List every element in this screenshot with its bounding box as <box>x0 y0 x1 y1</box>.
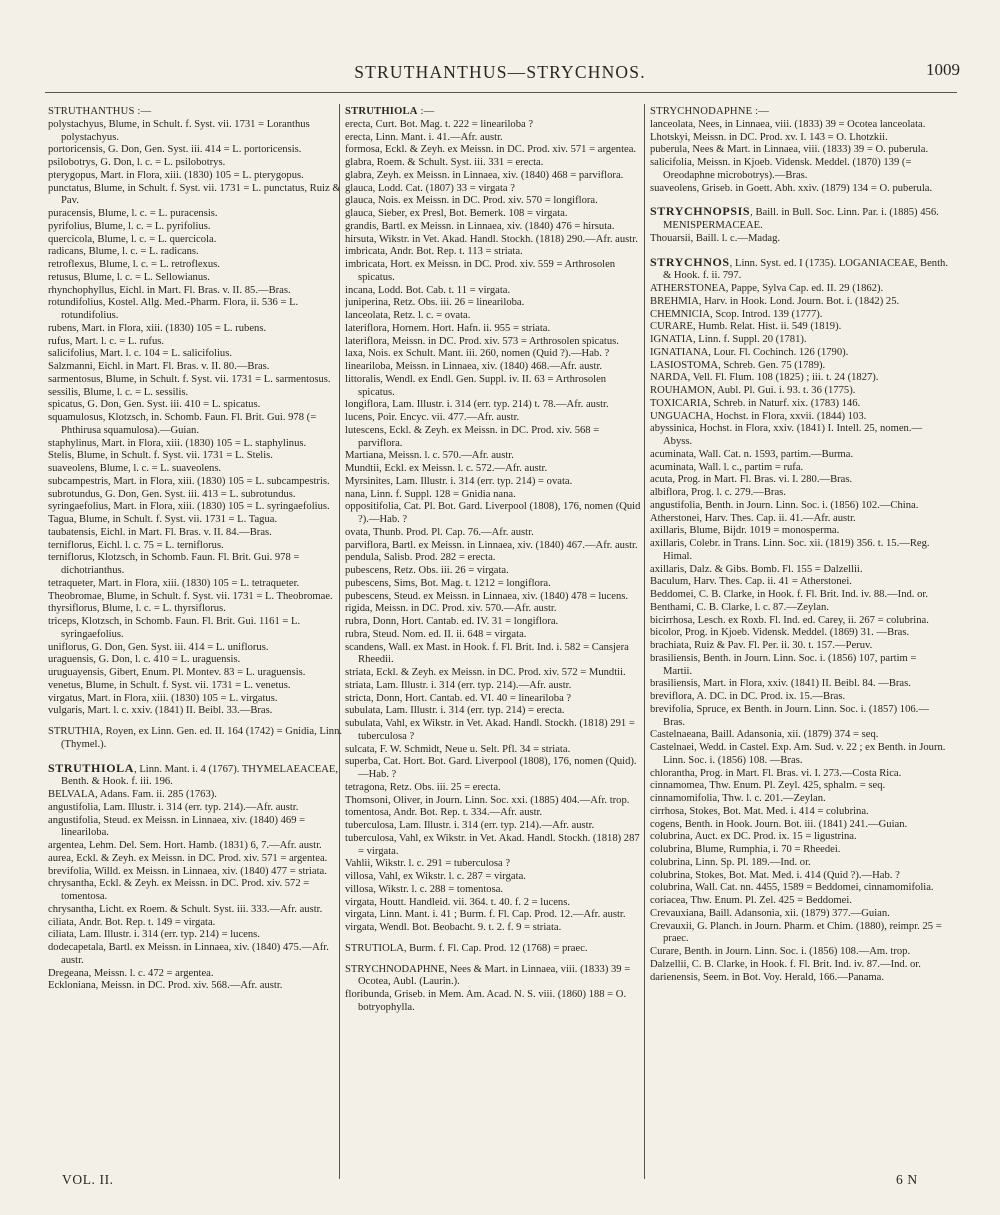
species-entry: Crevauxiana, Baill. Adansonia, xii. (1879) 377.—Guian. <box>650 907 890 919</box>
species-entry: pterygopus, Mart. in Flora, xiii. (1830) 105 = L. pterygopus. <box>48 169 304 181</box>
column-divider-2 <box>644 104 645 1179</box>
species-entry: Atherstonei, Harv. Thes. Cap. ii. 41.—Afr. austr. <box>650 512 856 524</box>
species-entry: longiflora, Lam. Illustr. i. 314 (err. typ. 214) t. 78.—Afr. austr. <box>345 399 609 411</box>
species-entry: venetus, Blume, in Schult. f. Syst. vii. 1731 = L. venetus. <box>48 679 291 691</box>
genus-entry <box>650 255 948 284</box>
species-entry: taubatensis, Eichl. in Mart. Fl. Bras. v. II. 84.—Bras. <box>48 526 272 538</box>
species-entry: superba, Cat. Hort. Bot. Gard. Liverpool (1808), 176, nomen (Quid).—Hab. ? <box>345 756 637 780</box>
column-2 <box>345 106 643 1186</box>
species-entry: Myrsinites, Lam. Illustr. i. 314 (err. typ. 214) = ovata. <box>345 475 573 487</box>
species-entry: rufus, Mart. l. c. = L. rufus. <box>48 335 165 347</box>
species-entry: polystachyus, Blume, in Schult. f. Syst. vii. 1731 = Loranthus polystachyus. <box>48 118 310 143</box>
species-entry: Martiana, Meissn. l. c. 570.—Afr. austr. <box>345 450 514 462</box>
genus-name: STRUTHIOLA <box>345 106 418 117</box>
continued-heading: STRYCHNODAPHNE :— <box>650 106 770 117</box>
species-entry: CURARE, Humb. Relat. Hist. ii. 549 (1819). <box>650 321 842 333</box>
species-entry: Crevauxii, G. Planch. in Journ. Pharm. et Chim. (1880), reimpr. 25 = praec. <box>650 920 942 945</box>
column-1 <box>48 106 346 1186</box>
species-entry: rigida, Meissn. in DC. Prod. xiv. 570.—Afr. austr. <box>345 603 557 615</box>
species-entry: grandis, Bartl. ex Meissn. in Linnaea, xiv. (1840) 476 = hirsuta. <box>345 220 615 232</box>
species-entry: lateriflora, Meissn. in DC. Prod. xiv. 573 = Arthrosolen spicatus. <box>345 335 619 347</box>
species-entry: cogens, Benth. in Hook. Journ. Bot. iii. (1841) 241.—Guian. <box>650 818 908 830</box>
species-entry: syringaefolius, Mart. in Flora, xiii. (1830) 105 = L. syringaefolius. <box>48 501 330 513</box>
species-entry: Castelnaeana, Baill. Adansonia, xii. (1879) 374 = seq. <box>650 729 879 741</box>
species-entry: psilobotrys, G. Don, l. c. = L. psilobotrys. <box>48 157 226 168</box>
genus-citation: , Linn. Syst. ed. I (1735). LOGANIACEAE, Benth. & Hook. f. ii. 797. <box>663 257 948 282</box>
species-entry: rubra, Donn, Hort. Cantab. ed. IV. 31 = longiflora. <box>345 616 559 627</box>
species-entry: pendula, Salisb. Prod. 282 = erecta. <box>345 552 496 564</box>
species-entry: subrotundus, G. Don, Gen. Syst. iii. 413 = L. subrotundus. <box>48 488 296 500</box>
species-entry: argentea, Lehm. Del. Sem. Hort. Hamb. (1831) 6, 7.—Afr. austr. <box>48 840 322 851</box>
species-entry: sessilis, Blume, l. c. = L. sessilis. <box>48 386 189 398</box>
species-entry: triceps, Klotzsch, in Schomb. Faun. Fl. Brit. Gui. 1161 = L. syringaefolius. <box>48 616 301 640</box>
species-entry: laxa, Nois. ex Schult. Mant. iii. 260, nomen (Quid ?).—Hab. ? <box>345 348 610 360</box>
species-entry: coriacea, Thw. Enum. Pl. Zel. 425 = Beddomei. <box>650 895 852 906</box>
species-entry: portoricensis, G. Don, Gen. Syst. iii. 414 = L. portoricensis. <box>48 144 302 156</box>
species-entry: uniflorus, G. Don, Gen. Syst. iii. 414 = L. uniflorus. <box>48 641 269 653</box>
species-entry: lateriflora, Hornem. Hort. Hafn. ii. 955 = striata. <box>345 322 551 334</box>
volume-label: VOL. II. <box>62 1172 114 1187</box>
species-entry: rubens, Mart. in Flora, xiii. (1830) 105 = L. rubens. <box>48 322 267 334</box>
species-entry: uruguayensis, Gibert, Enum. Pl. Montev. 83 = L. uraguensis. <box>48 667 306 678</box>
species-entry: floribunda, Griseb. in Mem. Am. Acad. N. S. viii. (1860) 188 = O. botryophylla. <box>345 989 627 1013</box>
species-entry: acuminata, Wall. l. c., partim = rufa. <box>650 461 804 473</box>
species-entry: NARDA, Vell. Fl. Flum. 108 (1825) ; iii. t. 24 (1827). <box>650 372 879 384</box>
species-entry: rotundifolius, Kostel. Allg. Med.-Pharm. Flora, ii. 536 = L. rotundifolius. <box>48 297 299 321</box>
species-entry: Ecklonianа, Meissn. in DC. Prod. xiv. 568.—Afr. austr. <box>48 980 283 992</box>
species-entry: brevifolia, Spruce, ex Benth. in Journ. Linn. Soc. i. (1857) 106.—Bras. <box>650 703 929 728</box>
species-entry: juniperina, Retz. Obs. iii. 26 = lineariloba. <box>345 297 525 309</box>
genus-entry <box>345 106 643 119</box>
species-entry: tetragona, Retz. Obs. iii. 25 = erecta. <box>345 781 501 793</box>
species-entry: IGNATIA, Linn. f. Suppl. 20 (1781). <box>650 334 807 345</box>
species-entry: erecta, Curt. Bot. Mag. t. 222 = lineariloba ? <box>345 118 534 130</box>
species-entry: angustifolia, Lam. Illustr. i. 314 (err. typ. 214).—Afr. austr. <box>48 801 299 813</box>
species-entry: lineariloba, Meissn. in Linnaea, xiv. (1840) 468.—Afr. austr. <box>345 361 603 372</box>
genus-citation: , Baill. in Bull. Soc. Linn. Par. i. (1885) 456. MENISPERMACEAE. <box>663 207 939 231</box>
species-entry: scandens, Wall. ex Mast. in Hook. f. Fl. Brit. Ind. i. 582 = Cansjera Rheedii. <box>345 641 629 666</box>
species-entry: virgata, Linn. Mant. i. 41 ; Burm. f. Fl. Cap. Prod. 12.—Afr. austr. <box>345 909 626 921</box>
species-entry: ovata, Thunb. Prod. Pl. Cap. 76.—Afr. austr. <box>345 526 534 538</box>
species-entry: cinnamomifolia, Thw. l. c. 201.—Zeylan. <box>650 793 826 804</box>
species-entry: salicifolius, Mart. l. c. 104 = L. salicifolius. <box>48 348 232 360</box>
species-entry: puracensis, Blume, l. c. = L. puracensis. <box>48 208 218 219</box>
species-entry: terniflorus, Eichl. l. c. 75 = L. terniflorus. <box>48 539 224 551</box>
species-entry: puberula, Nees & Mart. in Linnaea, viii. (1833) 39 = O. puberula. <box>650 144 929 156</box>
species-entry: Lhotskyi, Meissn. in DC. Prod. xv. I. 143 = O. Lhotzkii. <box>650 131 888 143</box>
species-entry: stricta, Donn, Hort. Cantab. ed. VI. 40 = lineariloba ? <box>345 692 572 704</box>
column-3 <box>650 106 948 1186</box>
species-entry: virgata, Wendl. Bot. Beobacht. 9. t. 2. f. 9 = striata. <box>345 922 562 933</box>
species-entry: lutescens, Eckl. & Zeyh. ex Meissn. in DC. Prod. xiv. 568 = parviflora. <box>345 424 600 449</box>
signature-mark: 6 N <box>896 1172 918 1187</box>
genus-entry <box>650 204 948 233</box>
species-entry: dodecapetala, Bartl. ex Meissn. in Linnaea, xiv. (1840) 475.—Afr. austr. <box>48 942 329 966</box>
species-entry: virgata, Houtt. Handleid. vii. 364. t. 40. f. 2 = lucens. <box>345 896 570 908</box>
species-entry: brachiata, Ruiz & Pav. Fl. Per. ii. 30. t. 157.—Peruv. <box>650 640 873 651</box>
species-entry: thyrsiflorus, Blume, l. c. = L. thyrsiflorus. <box>48 603 226 615</box>
species-entry: nana, Linn. f. Suppl. 128 = Gnidia nana. <box>345 488 516 500</box>
species-entry: pyrifolius, Blume, l. c. = L. pyrifolius. <box>48 220 211 232</box>
species-entry: albiflora, Prog. l. c. 279.—Bras. <box>650 487 786 498</box>
species-entry: villosa, Wikstr. l. c. 288 = tomentosa. <box>345 883 504 895</box>
species-entry: formosa, Eckl. & Zeyh. ex Meissn. in DC. Prod. xiv. 571 = argentea. <box>345 144 637 156</box>
species-entry: Beddomei, C. B. Clarke, in Hook. f. Fl. Brit. Ind. iv. 88.—Ind. or. <box>650 589 928 600</box>
species-entry: subulata, Lam. Illustr. i. 314 (err. typ. 214) = erecta. <box>345 705 565 717</box>
species-entry: Mundtii, Eckl. ex Meissn. l. c. 572.—Afr. austr. <box>345 463 548 474</box>
genus-name: STRUTHIOLA <box>48 760 135 775</box>
genus-entry <box>48 761 346 790</box>
genus-name: STRYCHNOS <box>650 254 730 269</box>
species-entry: imbricata, Hort. ex Meissn. in DC. Prod. xiv. 559 = Arthrosolen spicatus. <box>345 259 616 283</box>
species-entry: bicirrhosa, Lesch. ex Roxb. Fl. Ind. ed. Carey, ii. 267 = colubrina. <box>650 614 929 626</box>
species-entry: suaveolens, Blume, l. c. = L. suaveolens. <box>48 463 222 474</box>
species-entry: villosa, Vahl, ex Wikstr. l. c. 287 = virgata. <box>345 871 526 882</box>
species-entry: brevifolia, Willd. ex Meissn. in Linnaea, xiv. (1840) 477 = striata. <box>48 865 327 877</box>
species-entry: Theobromae, Blume, in Schult. f. Syst. vii. 1731 = L. Theobromae. <box>48 590 333 602</box>
species-entry: lanceolata, Retz. l. c. = ovata. <box>345 310 471 321</box>
species-entry: ROUHAMON, Aubl. Pl. Gui. i. 93. t. 36 (1775). <box>650 385 856 396</box>
species-entry: quercicola, Blume, l. c. = L. quercicola. <box>48 233 217 245</box>
species-entry: pubescens, Steud. ex Meissn. in Linnaea, xiv. (1840) 478 = lucens. <box>345 590 629 602</box>
species-entry: acuminata, Wall. Cat. n. 1593, partim.—Burma. <box>650 448 854 460</box>
species-entry: Tagua, Blume, in Schult. f. Syst. vii. 1731 = L. Tagua. <box>48 514 278 525</box>
species-entry: incana, Lodd. Bot. Cab. t. 11 = virgata. <box>345 284 511 296</box>
genus-entry: STRYCHNODAPHNE, Nees & Mart. in Linnaea, viii. (1833) 39 = Ocotea, Aubl. (Laurin.). <box>345 963 631 988</box>
species-entry: terniflorus, Klotzsch, in Schomb. Faun. Fl. Brit. Gui. 978 = dichotrianthus. <box>48 552 300 576</box>
species-entry: virgatus, Mart. in Flora, xiii. (1830) 105 = L. virgatus. <box>48 692 278 704</box>
species-entry: chrysantha, Licht. ex Roem. & Schult. Syst. iii. 333.—Afr. austr. <box>48 903 323 915</box>
species-entry: staphylinus, Mart. in Flora, xiii. (1830) 105 = L. staphylinus. <box>48 437 307 449</box>
species-entry: Thouarsii, Baill. l. c.—Madag. <box>650 232 781 244</box>
genus-name: STRYCHNOPSIS <box>650 204 751 219</box>
species-entry: glabra, Zeyh. ex Meissn. in Linnaea, xiv. (1840) 468 = parviflora. <box>345 169 624 181</box>
species-entry: angustifolia, Steud. ex Meissn. in Linnaea, xiv. (1840) 469 = lineariloba. <box>48 814 306 839</box>
species-entry: uraguensis, G. Don, l. c. 410 = L. uraguensis. <box>48 654 241 666</box>
species-entry: colubrina, Auct. ex DC. Prod. ix. 15 = ligustrina. <box>650 831 857 843</box>
running-head: STRUTHANTHUS—STRYCHNOS. <box>354 62 646 82</box>
continued-heading: STRUTHANTHUS :— <box>48 106 152 117</box>
species-entry: axillaris, Blume, Bijdr. 1019 = monosperma. <box>650 525 840 537</box>
genus-entry: STRUTHIA, Royen, ex Linn. Gen. ed. II. 164 (1742) = Gnidia, Linn. (Thymel.). <box>48 726 343 750</box>
species-entry: subulata, Vahl, ex Wikstr. in Vet. Akad. Handl. Stockh. (1818) 291 = tuberculosa ? <box>345 718 635 742</box>
species-entry: aurea, Eckl. & Zeyh. ex Meissn. in DC. Prod. xiv. 571 = argentea. <box>48 852 328 864</box>
species-entry: rubra, Steud. Nom. ed. II. ii. 648 = virgata. <box>345 628 527 640</box>
species-entry: abyssinica, Hochst. in Flora, xxiv. (1841) I. Intell. 25, nomen.—Abyss. <box>650 423 923 447</box>
species-entry: tetraqueter, Mart. in Flora, xiii. (1830) 105 = L. tetraqueter. <box>48 577 300 589</box>
species-entry: hirsuta, Wikstr. in Vet. Akad. Handl. Stockh. (1818) 290.—Afr. austr. <box>345 233 638 245</box>
species-entry: spicatus, G. Don, Gen. Syst. iii. 410 = L. spicatus. <box>48 399 261 411</box>
species-entry: Vahlii, Wikstr. l. c. 291 = tuberculosa ? <box>345 858 511 870</box>
species-entry: erecta, Linn. Mant. i. 41.—Afr. austr. <box>345 131 503 143</box>
species-entry: striata, Lam. Illustr. i. 314 (err. typ. 214).—Afr. austr. <box>345 679 572 691</box>
species-entry: bicolor, Prog. in Kjoeb. Vidensk. Meddel. (1869) 31. —Bras. <box>650 627 910 639</box>
species-entry: Dalzellii, C. B. Clarke, in Hook. f. Fl. Brit. Ind. iv. 87.—Ind. or. <box>650 958 921 970</box>
species-entry: suaveolens, Griseb. in Goett. Abh. xxiv. (1879) 134 = O. puberula. <box>650 182 933 194</box>
genus-citation: :— <box>417 106 435 117</box>
species-entry: brasiliensis, Benth. in Journ. Linn. Soc. i. (1856) 107, partim = Martii. <box>650 652 917 677</box>
species-entry: chlorantha, Prog. in Mart. Fl. Bras. vi. I. 273.—Costa Rica. <box>650 767 902 779</box>
species-entry: punctatus, Blume, in Schult. f. Syst. vii. 1731 = L. punctatus, Ruiz & Pav. <box>48 182 341 207</box>
species-entry: retroflexus, Blume, l. c. = L. retroflexus. <box>48 259 220 270</box>
species-entry: colubrina, Linn. Sp. Pl. 189.—Ind. or. <box>650 856 811 868</box>
species-entry: subcampestris, Mart. in Flora, xiii. (1830) 105 = L. subcampestris. <box>48 475 330 487</box>
species-entry: colubrina, Stokes, Bot. Mat. Med. i. 414 (Quid ?).—Hab. ? <box>650 869 900 881</box>
species-entry: glabra, Roem. & Schult. Syst. iii. 331 = erecta. <box>345 157 544 168</box>
species-entry: pubescens, Sims, Bot. Mag. t. 1212 = longiflora. <box>345 577 551 589</box>
species-entry: IGNATIANA, Lour. Fl. Cochinch. 126 (1790). <box>650 346 849 358</box>
species-entry: axillaris, Colebr. in Trans. Linn. Soc. xii. (1819) 356. t. 15.—Reg. Himal. <box>650 538 930 562</box>
species-entry: retusus, Blume, l. c. = L. Sellowianus. <box>48 271 210 283</box>
species-entry: darienensis, Seem. in Bot. Voy. Herald, 166.—Panama. <box>650 971 885 983</box>
header-rule <box>45 92 957 93</box>
species-entry: tuberculosa, Vahl, ex Wikstr. in Vet. Akad. Handl. Stockh. (1818) 287 = virgata. <box>345 832 640 857</box>
species-entry: tomentosa, Andr. Bot. Rep. t. 334.—Afr. austr. <box>345 807 543 819</box>
species-entry: Dregeana, Meissn. l. c. 472 = argentea. <box>48 967 214 979</box>
species-entry: Benthami, C. B. Clarke, l. c. 87.—Zeylan. <box>650 601 829 613</box>
species-entry: sulcata, F. W. Schmidt, Neue u. Selt. Pfl. 34 = striata. <box>345 743 571 755</box>
page-number: 1009 <box>926 60 960 79</box>
column-divider-1 <box>339 104 340 1179</box>
species-entry: glauca, Sieber, ex Presl, Bot. Bemerk. 108 = virgata. <box>345 208 568 219</box>
species-entry: LASIOSTOMA, Schreb. Gen. 75 (1789). <box>650 359 826 371</box>
species-entry: oppositifolia, Cat. Pl. Bot. Gard. Liverpool (1808), 176, nomen (Quid ?).—Hab. ? <box>345 501 641 525</box>
species-entry: tuberculosa, Lam. Illustr. i. 314 (err. typ. 214).—Afr. austr. <box>345 820 595 831</box>
species-entry: salicifolia, Meissn. in Kjoeb. Vidensk. Meddel. (1870) 139 (= Oreodaphne microbotrys).—Bras. <box>650 157 912 181</box>
species-entry: ciliata, Andr. Bot. Rep. t. 149 = virgata. <box>48 916 216 928</box>
species-entry: Curare, Benth. in Journ. Linn. Soc. i. (1856) 108.—Am. trop. <box>650 946 911 957</box>
species-entry: pubescens, Retz. Obs. iii. 26 = virgata. <box>345 565 509 576</box>
species-entry: cinnamomea, Thw. Enum. Pl. Zeyl. 425, sphalm. = seq. <box>650 780 886 792</box>
species-entry: TOXICARIA, Schreb. in Naturf. xix. (1783) 146. <box>650 397 861 409</box>
species-entry: striata, Eckl. & Zeyh. ex Meissn. in DC. Prod. xiv. 572 = Mundtii. <box>345 667 626 678</box>
species-entry: sarmentosus, Blume, in Schult. f. Syst. vii. 1731 = L. sarmentosus. <box>48 373 331 385</box>
species-entry: Salzmanni, Eichl. in Mart. Fl. Bras. v. II. 80.—Bras. <box>48 361 270 372</box>
species-entry: Thomsoni, Oliver, in Journ. Linn. Soc. xxi. (1885) 404.—Afr. trop. <box>345 794 630 806</box>
species-entry: lucens, Poir. Encyc. vii. 477.—Afr. austr. <box>345 412 520 423</box>
species-entry: parviflora, Bartl. ex Meissn. in Linnaea, xiv. (1840) 467.—Afr. austr. <box>345 539 638 551</box>
species-entry: ciliata, Lam. Illustr. i. 314 (err. typ. 214) = lucens. <box>48 929 260 941</box>
species-entry: lanceolata, Nees, in Linnaea, viii. (1833) 39 = Ocotea lanceolata. <box>650 118 926 130</box>
species-entry: colubrina, Wall. Cat. nn. 4455, 1589 = Beddomei, cinnamomifolia. <box>650 882 934 894</box>
species-entry: UNGUACHA, Hochst. in Flora, xxvii. (1844) 103. <box>650 410 867 422</box>
species-entry: axillaris, Dalz. & Gibs. Bomb. Fl. 155 = Dalzellii. <box>650 563 863 575</box>
species-entry: colubrina, Blume, Rumphia, i. 70 = Rheedei. <box>650 844 841 855</box>
species-entry: cirrhosa, Stokes, Bot. Mat. Med. i. 414 = colubrina. <box>650 805 869 817</box>
species-entry: vulgaris, Mart. l. c. xxiv. (1841) II. Beibl. 33.—Bras. <box>48 705 273 717</box>
species-entry: chrysantha, Eckl. & Zeyh. ex Meissn. in DC. Prod. xiv. 572 = tomentosa. <box>48 878 310 902</box>
species-entry: Stelis, Blume, in Schult. f. Syst. vii. 1731 = L. Stelis. <box>48 450 273 462</box>
genus-entry: STRUTIOLA, Burm. f. Fl. Cap. Prod. 12 (1768) = praec. <box>345 942 588 954</box>
species-entry: rhynchophyllus, Eichl. in Mart. Fl. Bras. v. II. 85.—Bras. <box>48 284 291 296</box>
species-entry: radicans, Blume, l. c. = L. radicans. <box>48 246 199 258</box>
species-entry: acuta, Prog. in Mart. Fl. Bras. vi. I. 280.—Bras. <box>650 474 853 486</box>
species-entry: breviflora, A. DC. in DC. Prod. ix. 15.—Bras. <box>650 691 846 702</box>
species-entry: CHEMNICIA, Scop. Introd. 139 (1777). <box>650 308 823 320</box>
species-entry: Castelnaei, Wedd. in Castel. Exp. Am. Sud. v. 22 ; ex Benth. in Journ. Linn. Soc. i. (1856) 108. —Bras. <box>650 742 946 766</box>
species-entry: angustifolia, Benth. in Journ. Linn. Soc. i. (1856) 102.—China. <box>650 499 919 511</box>
species-entry: squamulosus, Klotzsch, in. Schomb. Faun. Fl. Brit. Gui. 978 (= Phthirusa squamulosa).—Guian. <box>48 412 317 436</box>
species-entry: BELVALA, Adans. Fam. ii. 285 (1763). <box>48 789 217 800</box>
species-entry: ATHERSTONEA, Pappe, Sylva Cap. ed. II. 29 (1862). <box>650 283 884 294</box>
species-entry: Baculum, Harv. Thes. Cap. ii. 41 = Atherstonei. <box>650 576 852 588</box>
species-entry: littoralis, Wendl. ex Endl. Gen. Suppl. iv. II. 63 = Arthrosolen spicatus. <box>345 373 607 398</box>
species-entry: glauca, Nois. ex Meissn. in DC. Prod. xiv. 570 = longiflora. <box>345 195 598 207</box>
species-entry: brasiliensis, Mart. in Flora, xxiv. (1841) II. Beibl. 84. —Bras. <box>650 678 911 690</box>
genus-citation: , Linn. Mant. i. 4 (1767). THYMELAEACEAE, Benth. & Hook. f. iii. 196. <box>61 763 339 788</box>
species-entry: glauca, Lodd. Cat. (1807) 33 = virgata ? <box>345 182 515 194</box>
species-entry: BREHMIA, Harv. in Hook. Lond. Journ. Bot. i. (1842) 25. <box>650 295 900 307</box>
species-entry: imbricata, Andr. Bot. Rep. t. 113 = striata. <box>345 246 523 258</box>
